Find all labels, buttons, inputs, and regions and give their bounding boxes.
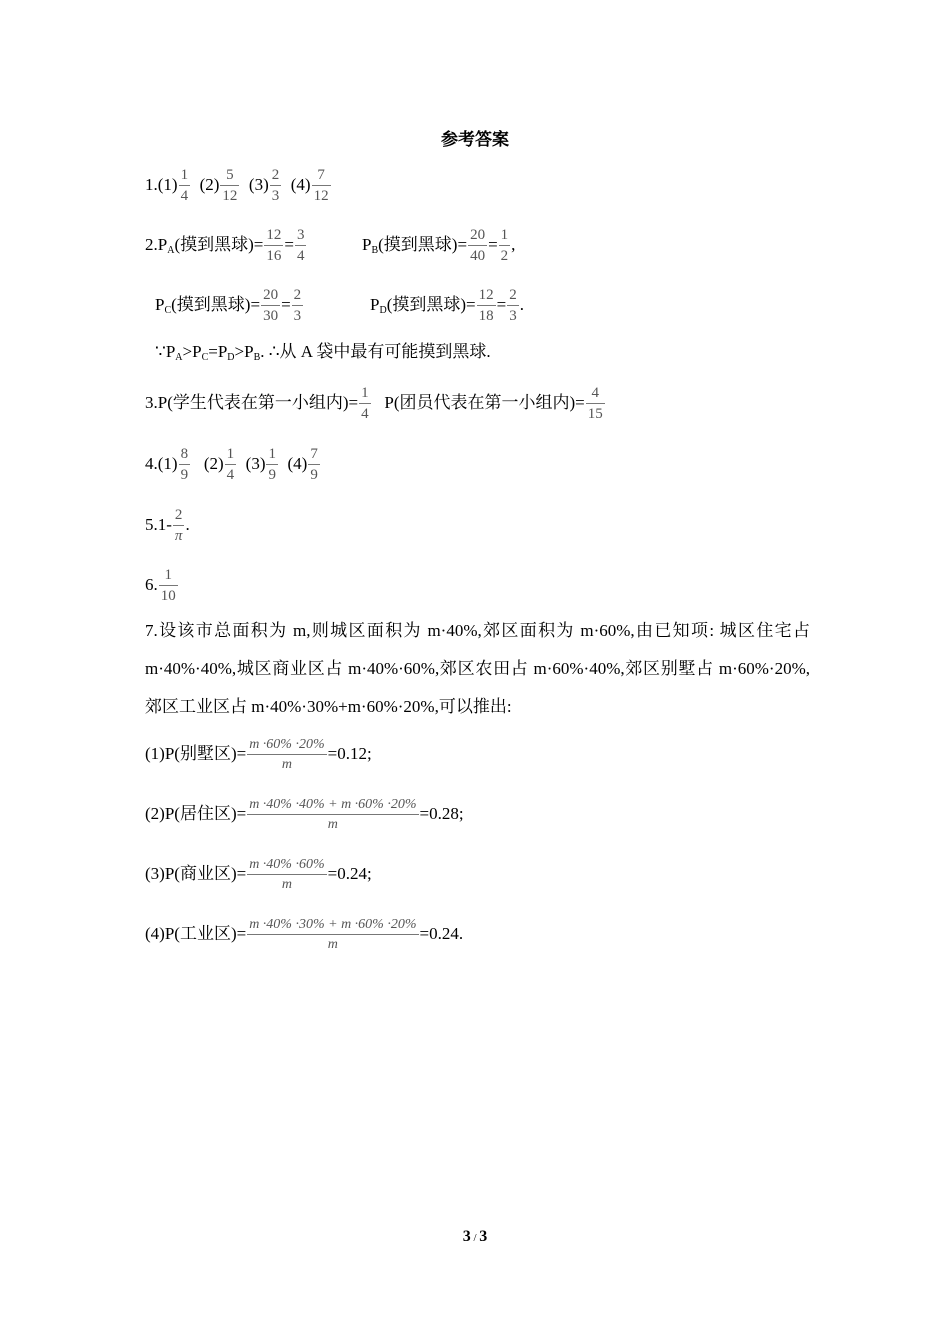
fraction: $\frac{1}{9}$ — [268, 446, 276, 483]
answer-7-3: (3)P(商业区)= $\frac{m \cdot 40\% \cdot 60\%}{m}$ =0.24; — [145, 857, 372, 892]
answer-3: 3.P(学生代表在第一小组内)= $\frac{1}{4}$ P(团员代表在第一小组内)= $\frac{4}{15}$ — [145, 385, 603, 422]
answer-2-conclusion: $\because P_A>P_C=P_D>P_B$. ∴从 A 袋中最有可能摸到黑球. — [155, 342, 491, 363]
fraction: $\frac{2}{3}$ — [509, 287, 517, 324]
fraction: $\frac{3}{4}$ — [296, 227, 305, 264]
fraction: $\frac{12}{18}$ — [478, 287, 494, 324]
fraction: $\frac{m \cdot 40\% \cdot 40\% + m \cdot 60\% \cdot 20\%}{m}$ — [249, 797, 417, 832]
answer-2-line-1b: $P_B$(摸到黑球)= $\frac{20}{40}$ = $\frac{1}{2}$ , — [362, 227, 516, 264]
fraction: $\frac{1}{4}$ — [361, 385, 369, 422]
fraction: $\frac{4}{15}$ — [587, 385, 603, 422]
fraction: $\frac{1}{4}$ — [180, 167, 189, 204]
fraction: $\frac{7}{9}$ — [310, 446, 318, 483]
page-title: 参考答案 — [441, 130, 509, 149]
answer-7-4: (4)P(工业区)= $\frac{m \cdot 40\% \cdot 30\% + m \cdot 60\% \cdot 20\%}{m}$ =0.24. — [145, 917, 464, 952]
fraction: $\frac{m \cdot 60\% \cdot 20\%}{m}$ — [249, 737, 325, 772]
fraction: $\frac{2}{3}$ — [293, 287, 302, 324]
fraction: $\frac{m \cdot 40\% \cdot 60\%}{m}$ — [249, 857, 325, 892]
answer-2-line-1: $2.P_A$(摸到黑球)= $\frac{12}{16}$ = $\frac{3}{4}$ — [145, 227, 305, 264]
fraction: $\frac{7}{12}$ — [313, 167, 329, 204]
fraction: $\frac{2}{3}$ — [271, 167, 280, 204]
fraction: $\frac{12}{16}$ — [266, 227, 282, 264]
answer-1: 1.(1) $\frac{1}{4}$ (2) $\frac{5}{12}$ (3) $\frac{2}{3}$ (4) $\frac{7}{12}$ — [145, 167, 329, 204]
fraction: $\frac{2}{\pi}$ — [174, 507, 183, 544]
fraction: $\frac{5}{12}$ — [222, 167, 238, 204]
answer-2-line-2: $P_C$(摸到黑球)= $\frac{20}{30}$ = $\frac{2}{3}$ — [155, 287, 302, 324]
answer-7-text: 7.设该市总面积为 m,则城区面积为 m·40%,郊区面积为 m·60%,由已知项: 城区住宅占 m·40%·40%,城区商业区占 m·40%·60%,郊区农田占 m·60%·40%,郊区别墅占 m·60%·20%,郊区工业区占 m·40%·30%+m·60%·20%,可以推出: — [145, 621, 810, 716]
fraction: $\frac{8}{9}$ — [180, 446, 189, 483]
fraction: $\frac{20}{40}$ — [470, 227, 486, 264]
fraction: $\frac{m \cdot 40\% \cdot 30\% + m \cdot 60\% \cdot 20\%}{m}$ — [249, 917, 417, 952]
answer-6: 6. $\frac{1}{10}$ — [145, 567, 176, 604]
fraction: $\frac{1}{2}$ — [500, 227, 509, 264]
answer-7-2: (2)P(居住区)= $\frac{m \cdot 40\% \cdot 40\% + m \cdot 60\% \cdot 20\%}{m}$ =0.28; — [145, 797, 464, 832]
answer-4: 4.(1) $\frac{8}{9}$ (2) $\frac{1}{4}$ (3) $\frac{1}{9}$ (4) $\frac{7}{9}$ — [145, 446, 318, 483]
page-number: 3 / 3 — [462, 1228, 488, 1245]
answer-2-line-2b: $P_D$(摸到黑球)= $\frac{12}{18}$ = $\frac{2}{3}$ . — [370, 287, 524, 324]
fraction: $\frac{20}{30}$ — [263, 287, 279, 324]
answer-5: 5.1- $\frac{2}{\pi}$ . — [145, 507, 190, 544]
answer-7-1: (1)P(别墅区)= $\frac{m \cdot 60\% \cdot 20\%}{m}$ =0.12; — [145, 737, 372, 772]
fraction: $\frac{1}{10}$ — [160, 567, 176, 604]
fraction: $\frac{1}{4}$ — [226, 446, 235, 483]
